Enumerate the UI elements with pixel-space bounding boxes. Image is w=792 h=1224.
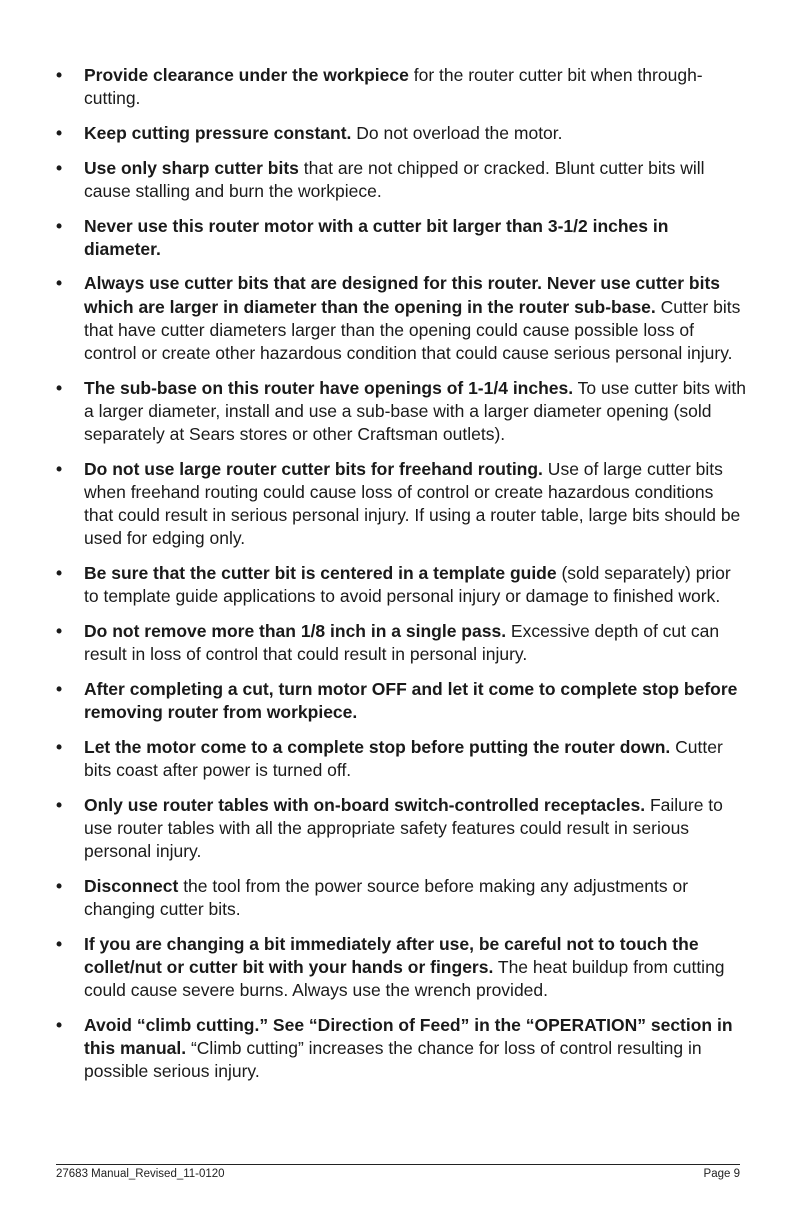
item-text: Cutter bits that have cutter diameters larger than the opening could cause possible loss of control or create other hazardous condition that could cause serious personal injury. — [84, 296, 741, 364]
item-bold-text: The sub-base on this router have openings of 1-1/4 inches. — [84, 377, 574, 398]
list-item — [56, 215, 746, 261]
bullet-icon: • — [56, 122, 63, 143]
list-item — [56, 122, 746, 145]
item-bold-text: Always use cutter bits that are designed for this router. Never use cutter bits which are larger in diameter than the opening in the router sub-base. — [84, 273, 721, 317]
list-item — [56, 933, 746, 1003]
item-bold-text: Be sure that the cutter bit is centered in a template guide — [84, 563, 557, 584]
list-item — [56, 1014, 746, 1084]
bullet-icon: • — [56, 65, 63, 85]
item-text: Use of large cutter bits when freehand routing could cause loss of control or create hazardous conditions that could result in serious personal injury. If using a router table, large bits should be used for edging only. — [84, 458, 741, 549]
list-item — [56, 64, 746, 110]
item-bold-text: If you are changing a bit immediately after use, be careful not to touch the collet/nut or cutter bit with your hands or fingers. — [84, 933, 699, 977]
item-bold-text: Keep cutting pressure constant. — [84, 122, 352, 143]
bullet-icon: • — [56, 377, 63, 398]
item-bold-text: Avoid “climb cutting.” See “Direction of Feed” in the “OPERATION” section in this manual. — [84, 1014, 733, 1059]
item-bold-text: Only use router tables with on-board switch-controlled receptacles. — [84, 794, 646, 815]
list-item — [56, 794, 746, 864]
bullet-icon: • — [56, 736, 63, 757]
list-item — [56, 875, 746, 921]
item-text: Cutter bits coast after power is turned off. — [84, 736, 723, 781]
item-bold-text: Use only sharp cutter bits — [84, 157, 299, 178]
item-text: (sold separately) prior to template guide applications to avoid personal injury or damage to finished work. — [84, 563, 731, 607]
page-footer — [56, 1164, 740, 1180]
item-bold-text: After completing a cut, turn motor OFF and let it come to complete stop before removing router from workpiece. — [84, 678, 738, 723]
bullet-icon: • — [56, 1014, 63, 1035]
list-item — [56, 157, 746, 203]
bullet-icon: • — [56, 875, 63, 896]
list-item — [56, 678, 746, 724]
item-text: the tool from the power source before making any adjustments or changing cutter bits. — [84, 875, 689, 920]
item-text: Excessive depth of cut can result in loss of control that could result in personal injury. — [84, 621, 720, 665]
bullet-icon: • — [56, 794, 63, 815]
item-bold-text: Do not use large router cutter bits for freehand routing. — [84, 458, 543, 479]
item-text: that are not chipped or cracked. Blunt cutter bits will cause stalling and burn the workpiece. — [84, 157, 705, 201]
document-id: 27683 Manual_Revised_11-0120 — [56, 1168, 225, 1180]
bullet-icon: • — [56, 157, 63, 178]
safety-instructions-list — [56, 64, 746, 1095]
bullet-icon: • — [56, 933, 63, 954]
item-bold-text: Do not remove more than 1/8 inch in a single pass. — [84, 621, 507, 642]
list-item — [56, 377, 746, 447]
list-item — [56, 272, 746, 365]
item-text: The heat buildup from cutting could cause severe burns. Always use the wrench provided. — [84, 957, 725, 1001]
bullet-icon: • — [56, 563, 63, 584]
item-bold-text: Never use this router motor with a cutter bit larger than 3-1/2 inches in diameter. — [84, 215, 669, 259]
bullet-icon: • — [56, 458, 63, 479]
page-number: Page 9 — [703, 1168, 740, 1180]
item-bold-text: Let the motor come to a complete stop before putting the router down. — [84, 736, 671, 757]
item-text: Do not overload the motor. — [351, 122, 563, 143]
list-item — [56, 620, 746, 666]
bullet-icon: • — [56, 215, 63, 236]
item-bold-text: Disconnect — [84, 875, 179, 896]
list-item — [56, 458, 746, 551]
bullet-icon: • — [56, 678, 63, 699]
item-text: Failure to use router tables with all the appropriate safety features could result in serious personal injury. — [84, 794, 723, 862]
item-text: “Climb cutting” increases the chance for loss of control resulting in possible serious injury. — [84, 1038, 702, 1082]
list-item — [56, 736, 746, 782]
list-item — [56, 562, 746, 608]
item-bold-text: Provide clearance under the workpiece — [84, 65, 409, 85]
item-text: for the router cutter bit when through-cutting. — [84, 65, 703, 109]
bullet-icon: • — [56, 621, 63, 642]
item-text: To use cutter bits with a larger diameter, install and use a sub-base with a larger diameter opening (sold separately at Sears stores or other Craftsman outlets). — [84, 377, 746, 445]
bullet-icon: • — [56, 273, 63, 294]
